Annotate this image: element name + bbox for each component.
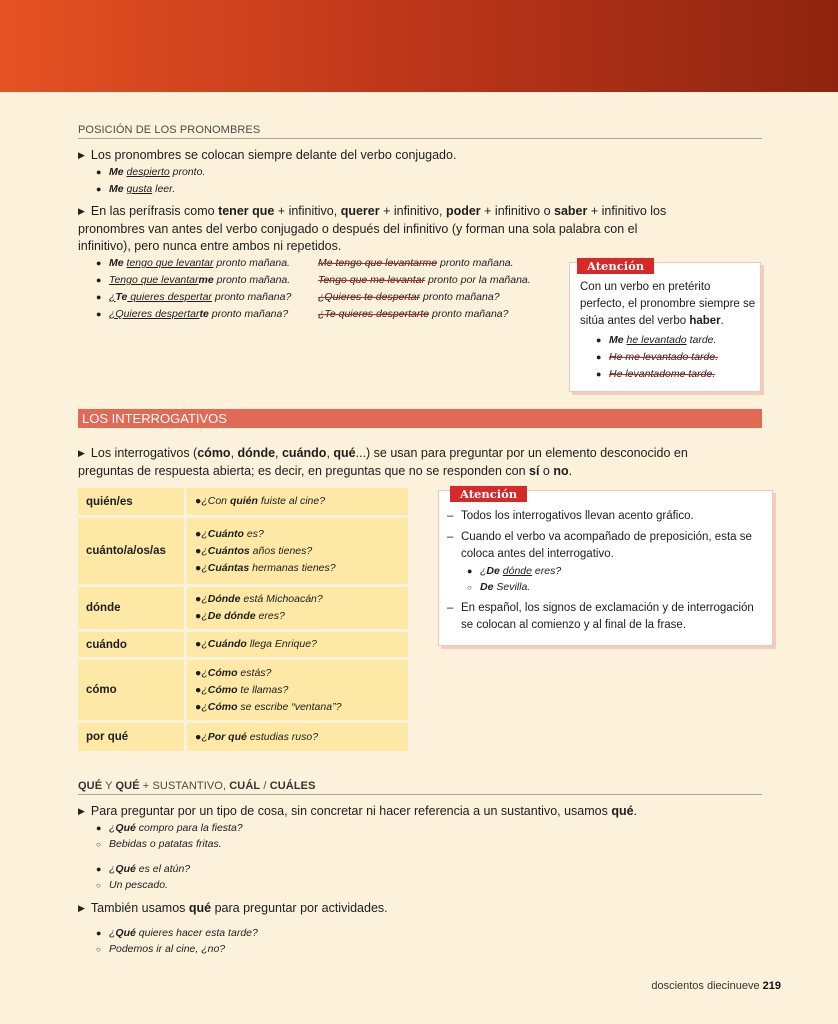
list-item: ● ¿Qué es el atún? <box>96 863 191 875</box>
section-heading-que-cual: QUÉ Y QUÉ + SUSTANTIVO, CUÁL / CUÁLES <box>78 780 762 795</box>
bullet-icon: ● <box>195 666 202 679</box>
table-cell-label: cuándo <box>78 632 187 657</box>
list-item: ● ¿Te quieres despertar pronto mañana? <box>96 289 316 306</box>
table-cell-examples <box>187 518 408 584</box>
ring-bullet-icon: ○ <box>96 840 101 849</box>
attention-box-interrogatives <box>438 490 773 646</box>
bullet-icon: ● <box>195 700 202 713</box>
page-footer: doscientos diecinueve 219 <box>651 980 781 992</box>
bullet-icon: ● <box>96 864 102 874</box>
table-cell-examples <box>187 587 408 629</box>
list-item: ●¿De dónde eres? <box>195 610 285 622</box>
interrogatives-table <box>78 485 408 754</box>
bullet-icon: ● <box>96 309 102 319</box>
header-band <box>0 0 838 92</box>
table-row <box>78 518 408 584</box>
list-item: ●¿Cómo se escribe “ventana”? <box>195 700 342 713</box>
list-item: ●¿Cuánto es? <box>195 527 264 540</box>
bullet-icon: ● <box>195 561 202 574</box>
list-item: ¿Quieres te despertar pronto mañana? <box>318 291 500 303</box>
table-row <box>78 488 408 515</box>
table-row <box>78 632 408 657</box>
list-item: ●¿Cómo estás? <box>195 666 272 679</box>
table-cell-examples <box>187 723 408 751</box>
example-dialog-1 <box>96 820 243 853</box>
list-item: ●¿Cuántas hermanas tienes? <box>195 561 336 574</box>
table-cell-label: quién/es <box>78 488 187 515</box>
bullet-icon: ● <box>596 352 602 362</box>
list-item: – Todos los interrogativos llevan acento gráfico. <box>447 510 694 522</box>
table-cell-examples <box>187 632 408 657</box>
list-item: ● ¿De dónde eres? <box>467 565 562 577</box>
list-item: ●¿Cuándo llega Enrique? <box>195 638 317 650</box>
bullet-icon: ● <box>195 730 202 743</box>
rule-que: ▶ Para preguntar por un tipo de cosa, sin concretar ni hacer referencia a un sustantivo, usamos qué. <box>78 804 638 818</box>
list-item: – En español, los signos de exclamación y de interrogación se colocan al comienzo y al final de la frase. <box>447 602 754 631</box>
list-item: ○ De Sevilla. <box>467 579 765 596</box>
section-heading-pronombres: POSICIÓN DE LOS PRONOMBRES <box>78 124 762 139</box>
list-item: ○ Bebidas o patatas fritas. <box>96 836 243 853</box>
list-item: ●¿Por qué estudias ruso? <box>195 730 319 743</box>
list-item: ● He levantadome tarde. <box>596 366 756 383</box>
list-item: Tengo que me levantar pronto por la mañana. <box>318 274 531 286</box>
triangle-bullet-icon: ▶ <box>78 448 85 458</box>
list-item: ○ Podemos ir al cine, ¿no? <box>96 941 258 958</box>
rule-pronoun-position: ▶ Los pronombres se colocan siempre delante del verbo conjugado. <box>78 148 457 162</box>
list-item: ● ¿Qué quieres hacer esta tarde? <box>96 927 258 939</box>
list-item: ●¿Cómo te llamas? <box>195 683 289 696</box>
attention-examples <box>596 332 756 383</box>
section-bar-interrogativos: LOS INTERROGATIVOS <box>78 409 762 428</box>
bullet-icon: ● <box>195 495 202 507</box>
attention-list <box>447 508 765 634</box>
correct-examples <box>96 255 316 323</box>
bullet-icon: ● <box>596 369 602 379</box>
bullet-icon: ● <box>96 258 102 268</box>
bullet-icon: ● <box>195 638 202 650</box>
bullet-icon: ● <box>96 823 102 833</box>
triangle-bullet-icon: ▶ <box>78 806 85 816</box>
interrogatives-intro: ▶ Los interrogativos (cómo, dónde, cuándo, qué...) se usan para preguntar por un elemento desconocido en preguntas de respuesta abierta; es decir, en preguntas que no se responden con sí o no. <box>78 446 688 478</box>
bullet-icon: ● <box>467 566 473 576</box>
bullet-icon: ● <box>195 683 202 696</box>
ring-bullet-icon: ○ <box>96 945 101 954</box>
list-item: ● Me he levantado tarde. <box>596 332 756 349</box>
example-dialog-3 <box>96 925 258 958</box>
example-list <box>96 164 205 198</box>
bullet-icon: ● <box>96 928 102 938</box>
list-item: ● ¿Quieres despertarte pronto mañana? <box>96 306 316 323</box>
list-item: ○ Un pescado. <box>96 877 190 894</box>
list-item: ● ¿Qué compro para la fiesta? <box>96 822 243 834</box>
attention-text: Con un verbo en pretérito perfecto, el pronombre siempre se sitúa antes del verbo haber. <box>580 281 756 327</box>
list-item: ● Me gusta leer. <box>96 181 205 198</box>
page-number: 219 <box>762 980 781 992</box>
triangle-bullet-icon: ▶ <box>78 903 85 913</box>
table-cell-examples <box>187 488 408 515</box>
bullet-icon: ● <box>195 593 202 605</box>
rule-que-activities: ▶ También usamos qué para preguntar por actividades. <box>78 901 388 915</box>
table-cell-label: cómo <box>78 660 187 720</box>
list-item: ● He me levantado tarde. <box>596 349 756 366</box>
ring-bullet-icon: ○ <box>467 583 472 592</box>
bullet-icon: ● <box>596 335 602 345</box>
bullet-icon: ● <box>96 292 102 302</box>
attention-label: Atención <box>577 258 654 274</box>
rule-periphrasis: ▶ En las perífrasis como tener que + infinitivo, querer + infinitivo, poder + infinitivo o saber + infinitivo los pronombres van antes del verbo conjugado o después del infinitivo (y forman una sola palabra con el infinitivo), pero nunca entre ambos ni repetidos. <box>78 204 667 253</box>
list-item: ¿Te quieres despertarte pronto mañana? <box>318 308 509 320</box>
bullet-icon: ● <box>96 167 102 177</box>
table-cell-label: dónde <box>78 587 187 629</box>
table-row <box>78 723 408 751</box>
table-cell-label: por qué <box>78 723 187 751</box>
table-cell-examples <box>187 660 408 720</box>
ring-bullet-icon: ○ <box>96 881 101 890</box>
incorrect-examples <box>318 255 558 323</box>
table-row <box>78 660 408 720</box>
bullet-icon: ● <box>195 544 202 557</box>
attention-examples <box>447 563 765 596</box>
bullet-icon: ● <box>96 275 102 285</box>
bullet-icon: ● <box>195 610 202 622</box>
bullet-icon: ● <box>96 184 102 194</box>
list-item: ●¿Dónde está Michoacán? <box>195 593 323 605</box>
table-row <box>78 587 408 629</box>
list-item: – Cuando el verbo va acompañado de preposición, esta se coloca antes del interrogativo. <box>447 531 752 560</box>
triangle-bullet-icon: ▶ <box>78 206 85 216</box>
list-item: ● Me tengo que levantar pronto mañana. <box>96 255 316 272</box>
table-cell-label: cuánto/a/os/as <box>78 518 187 584</box>
list-item: Me tengo que levantarme pronto mañana. <box>318 257 514 269</box>
attention-box-perfect <box>569 262 761 392</box>
example-dialog-2 <box>96 861 190 894</box>
triangle-bullet-icon: ▶ <box>78 150 85 160</box>
attention-label: Atención <box>450 486 527 502</box>
bullet-icon: ● <box>195 527 202 540</box>
list-item: ●¿Cuántos años tienes? <box>195 544 313 557</box>
list-item: ●¿Con quién fuiste al cine? <box>195 495 326 507</box>
list-item: ● Tengo que levantarme pronto mañana. <box>96 272 316 289</box>
list-item: ● Me despierto pronto. <box>96 164 205 181</box>
